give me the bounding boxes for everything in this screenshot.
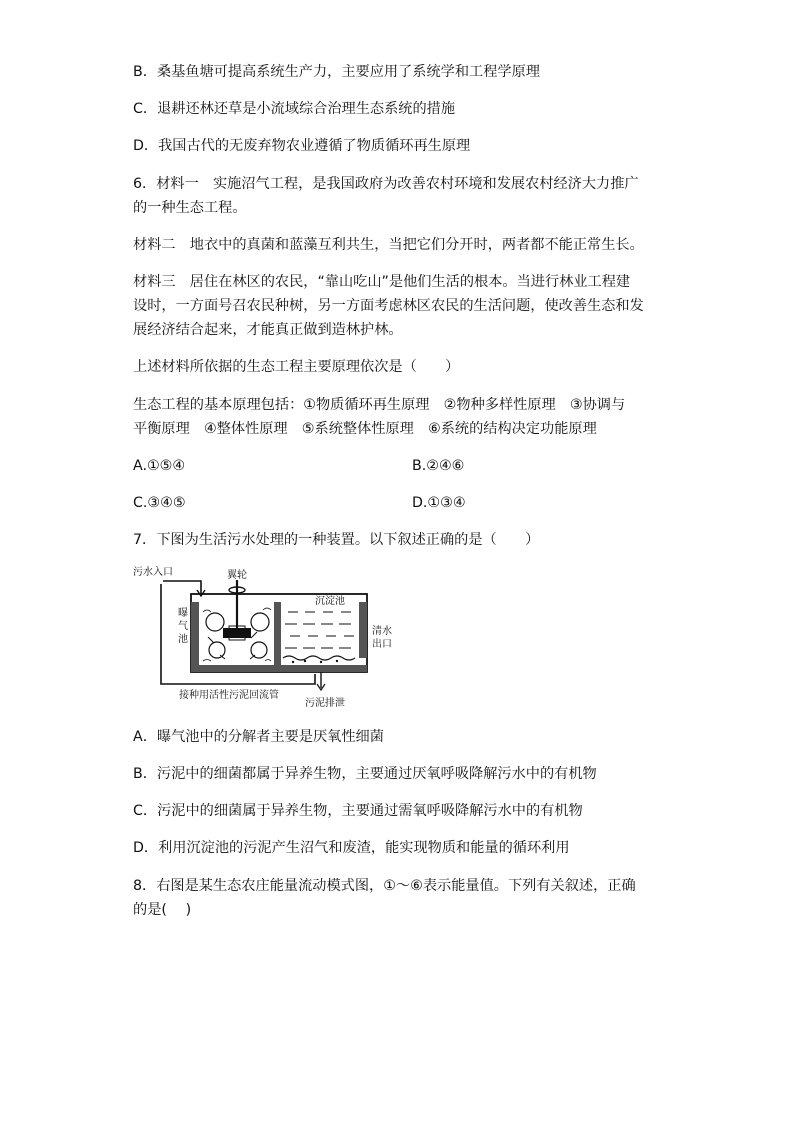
impeller (223, 580, 251, 640)
q6-stem-line1: 6．材料一 实施沼气工程，是我国政府为改善农村环境和发展农村经济大力推广 (133, 176, 639, 192)
q6-material2: 材料二 地衣中的真菌和蓝藻互利共生，当把它们分开时，两者都不能正常生长。 (133, 237, 644, 253)
tank-right-wall (359, 602, 367, 658)
q6-question: 上述材料所依据的生态工程主要原理依次是（ ） (133, 359, 460, 375)
sludge-layer (283, 656, 355, 663)
sewage-treatment-diagram (133, 562, 393, 712)
aeration-label: 曝气池 (178, 608, 188, 645)
inlet-pipe (163, 581, 201, 594)
q6-material3-line1: 材料三 居住在林区的农民，“靠山吃山”是他们生活的根本。当进行林业工程建 (133, 274, 631, 290)
tank-floor (191, 665, 367, 672)
return-pipe-label: 接种用活性污泥回流管 (179, 690, 279, 701)
sedimentation-label: 沉淀池 (315, 596, 345, 607)
q6-stem-line2: 的一种生态工程。 (133, 200, 247, 216)
q6-material3-line3: 展经济结合起来，才能真正做到造林护林。 (133, 322, 403, 338)
q7-option-a: A．曝气池中的分解者主要是厌氧性细菌 (133, 729, 384, 745)
q7-stem: 7．下图为生活污水处理的一种装置。以下叙述正确的是（ ） (133, 532, 540, 548)
q6-option-a: A.①⑤④ (133, 458, 186, 474)
q6-principles-line1: 生态工程的基本原理包括：①物质循环再生原理 ②物种多样性原理 ③协调与 (133, 397, 626, 413)
q7-option-b: B．污泥中的细菌都属于异养生物，主要通过厌氧呼吸降解污水中的有机物 (133, 766, 597, 782)
q5-option-d: D．我国古代的无废弃物农业遵循了物质循环再生原理 (133, 138, 471, 154)
tank-left-wall (191, 602, 199, 672)
inlet-label: 污水入口 (133, 567, 173, 578)
sedimentation-water (285, 612, 354, 648)
outlet-label: 清水出口 (372, 626, 392, 650)
q5-option-b: B．桑基鱼塘可提高系统生产力，主要应用了系统学和工程学原理 (133, 64, 540, 80)
q6-option-d: D.①③④ (412, 495, 466, 511)
q5-option-c: C．退耕还林还草是小流域综合治理生态系统的措施 (133, 101, 456, 117)
q7-option-c: C．污泥中的细菌属于异养生物，主要通过需氧呼吸降解污水中的有机物 (133, 803, 583, 819)
impeller-label: 翼轮 (227, 570, 247, 581)
sludge-discharge-label: 污泥排泄 (305, 698, 345, 709)
q6-option-b: B.②④⑥ (412, 458, 465, 474)
q8-stem-line2: 的是( ) (133, 902, 192, 918)
q6-material3-line2: 设时，一方面号召农民种树，另一方面考虑林区农民的生活问题，使改善生态和发 (133, 298, 644, 314)
q6-principles-line2: 平衡原理 ④整体性原理 ⑤系统整体性原理 ⑥系统的结构决定功能原理 (133, 421, 597, 437)
q8-stem-line1: 8．右图是某生态农庄能量流动模式图，①～⑥表示能量值。下列有关叙述，正确 (133, 878, 636, 894)
q7-option-d: D．利用沉淀池的污泥产生沼气和废渣，能实现物质和能量的循环利用 (133, 840, 570, 856)
tank-divider (274, 602, 281, 666)
q6-option-c: C.③④⑤ (133, 495, 186, 511)
